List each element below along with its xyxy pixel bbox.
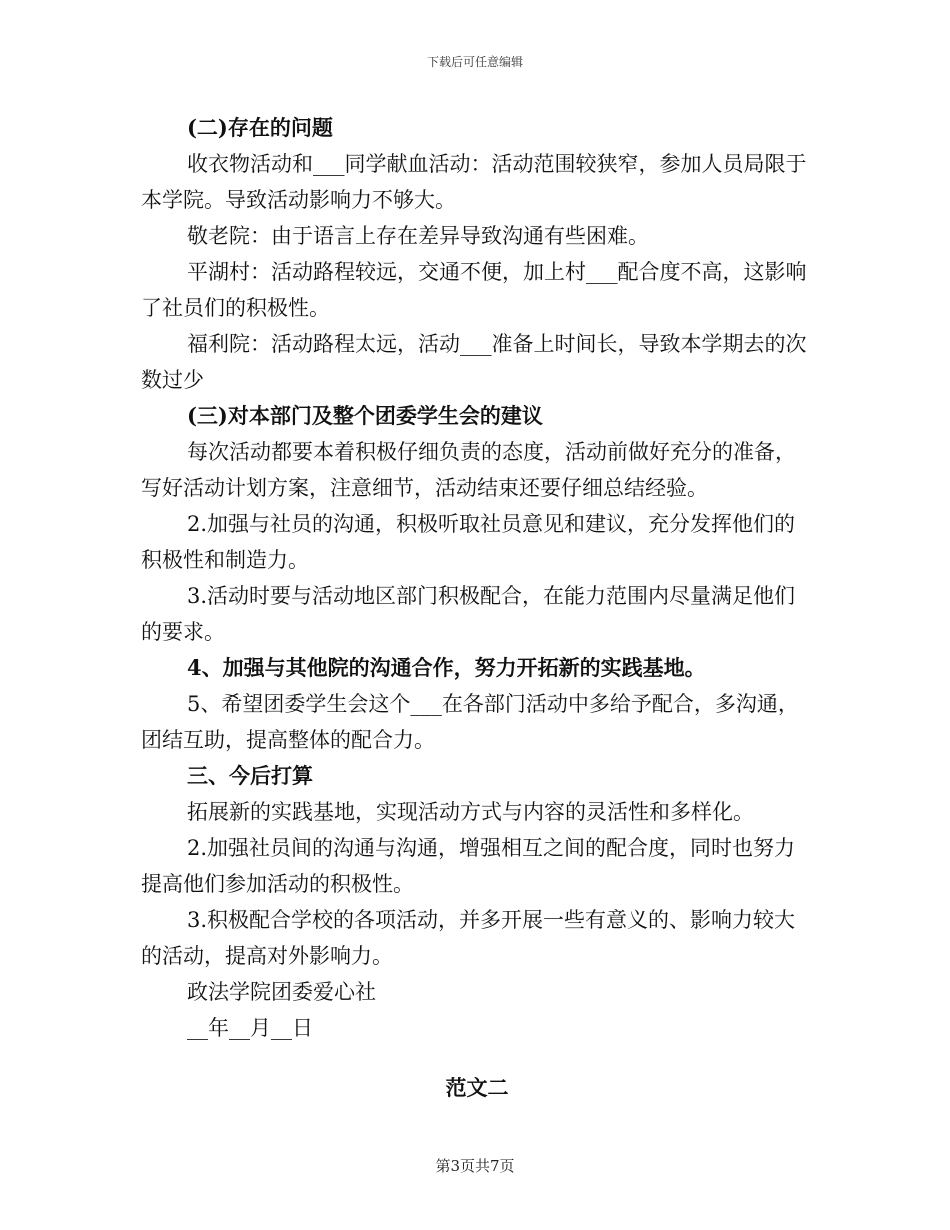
paragraph: 3.积极配合学校的各项活动，并多开展一些有意义的、影响力较大的活动，提高对外影响力。 [141,908,796,968]
paragraph: 收衣物活动和___同学献血活动：活动范围较狭窄，参加人员局限于本学院。导致活动影响力不够大。 [141,152,807,212]
paragraph: 敬老院：由于语言上存在差异导致沟通有些困难。 [187,224,649,248]
document-body [141,110,813,1106]
section-heading-plans: 三、今后打算 [187,763,313,788]
paragraph: 拓展新的实践基地，实现活动方式与内容的灵活性和多样化。 [187,800,754,824]
paragraph: 平湖村：活动路程较远，交通不便，加上村___配合度不高，这影响了社员们的积极性。 [141,260,807,320]
paragraph: 2.加强社员间的沟通与沟通，增强相互之间的配合度，同时也努力提高他们参加活动的积极性。 [141,836,796,896]
signature-date: __年__月__日 [187,1016,313,1040]
page-footer: 第3页共7页 [435,1157,515,1175]
next-sample-title: 范文二 [445,1075,509,1100]
page-header: 下载后可任意编辑 [426,55,523,69]
bold-paragraph: 4、加强与其他院的沟通合作，努力开拓新的实践基地。 [187,655,706,680]
paragraph: 福利院：活动路程太远，活动___准备上时间长，导致本学期去的次数过少 [141,332,807,392]
paragraph: 2.加强与社员的沟通，积极听取社员意见和建议，充分发挥他们的积极性和制造力。 [141,512,796,572]
paragraph: 5、希望团委学生会这个___在各部门活动中多给予配合，多沟通，团结互助，提高整体的配合力。 [141,692,799,752]
paragraph: 每次活动都要本着积极仔细负责的态度，活动前做好充分的准备，写好活动计划方案，注意细节，活动结束还要仔细总结经验。 [141,440,796,500]
section-heading-problems: (二)存在的问题 [187,115,333,140]
section-heading-suggestions: (三)对本部门及整个团委学生会的建议 [187,403,543,428]
paragraph: 3.活动时要与活动地区部门积极配合，在能力范围内尽量满足他们的要求。 [141,584,796,644]
signature-org: 政法学院团委爱心社 [187,980,376,1004]
